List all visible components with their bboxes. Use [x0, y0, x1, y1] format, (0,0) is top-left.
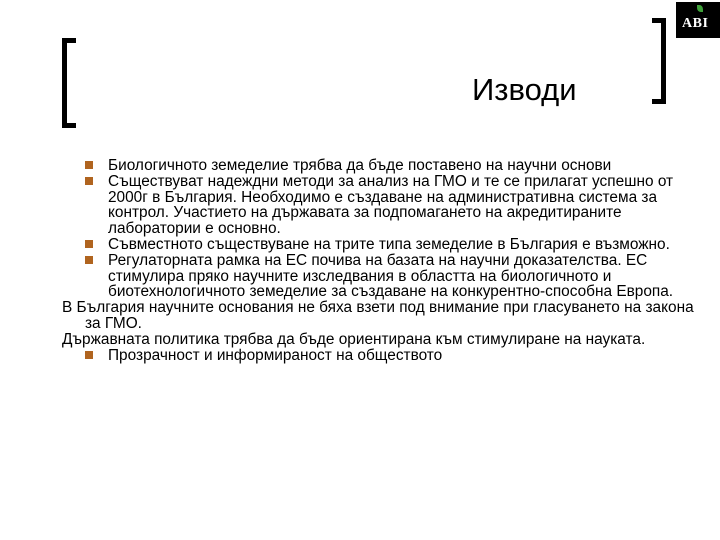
- slide-title: Изводи: [472, 72, 577, 107]
- leaf-icon: [697, 5, 703, 12]
- plain-paragraph: [62, 332, 700, 348]
- square-bullet-icon: [85, 256, 93, 264]
- square-bullet-icon: [85, 177, 93, 185]
- item-text: В България научните основания не бяха взети под внимание при гласуването на закона за ГМО.: [62, 299, 694, 332]
- square-bullet-icon: [85, 240, 93, 248]
- item-text: Регулаторната рамка на ЕС почива на базата на научни доказателства. ЕС стимулира пряко научните изследвания в областта на биологичното и биотехнологичното земеделие за създаване на конкурентно-способна Европа.: [108, 251, 674, 301]
- bullet-item: [85, 253, 700, 300]
- logo-text: ABI: [682, 16, 709, 31]
- bullet-item: [85, 348, 700, 364]
- item-text: Биологичното земеделие трябва да бъде поставено на научни основи: [108, 157, 612, 174]
- item-text: Прозрачност и информираност на обществото: [108, 346, 443, 364]
- bullet-item: [85, 158, 700, 174]
- bullet-item: [85, 237, 700, 253]
- left-bracket-decoration: [62, 38, 76, 128]
- slide-content: [62, 157, 700, 364]
- square-bullet-icon: [85, 161, 93, 169]
- item-text: Съвместното съществуване на трите типа земеделие в България е възможно.: [108, 235, 670, 253]
- plain-paragraph: [62, 300, 700, 332]
- square-bullet-icon: [85, 351, 93, 359]
- right-bracket-decoration: [652, 18, 666, 104]
- item-text: Съществуват надеждни методи за анализ на ГМО и те се прилагат успешно от 2000г в България. Необходимо е създаване на административна система за контрол. Участието на държавата за подпомагането на акредитираните лаборатории е основно.: [108, 172, 674, 238]
- bullet-item: [85, 174, 700, 237]
- item-text: Държавната политика трябва да бъде ориентирана към стимулиране на науката.: [62, 330, 646, 348]
- abi-logo: [676, 2, 720, 38]
